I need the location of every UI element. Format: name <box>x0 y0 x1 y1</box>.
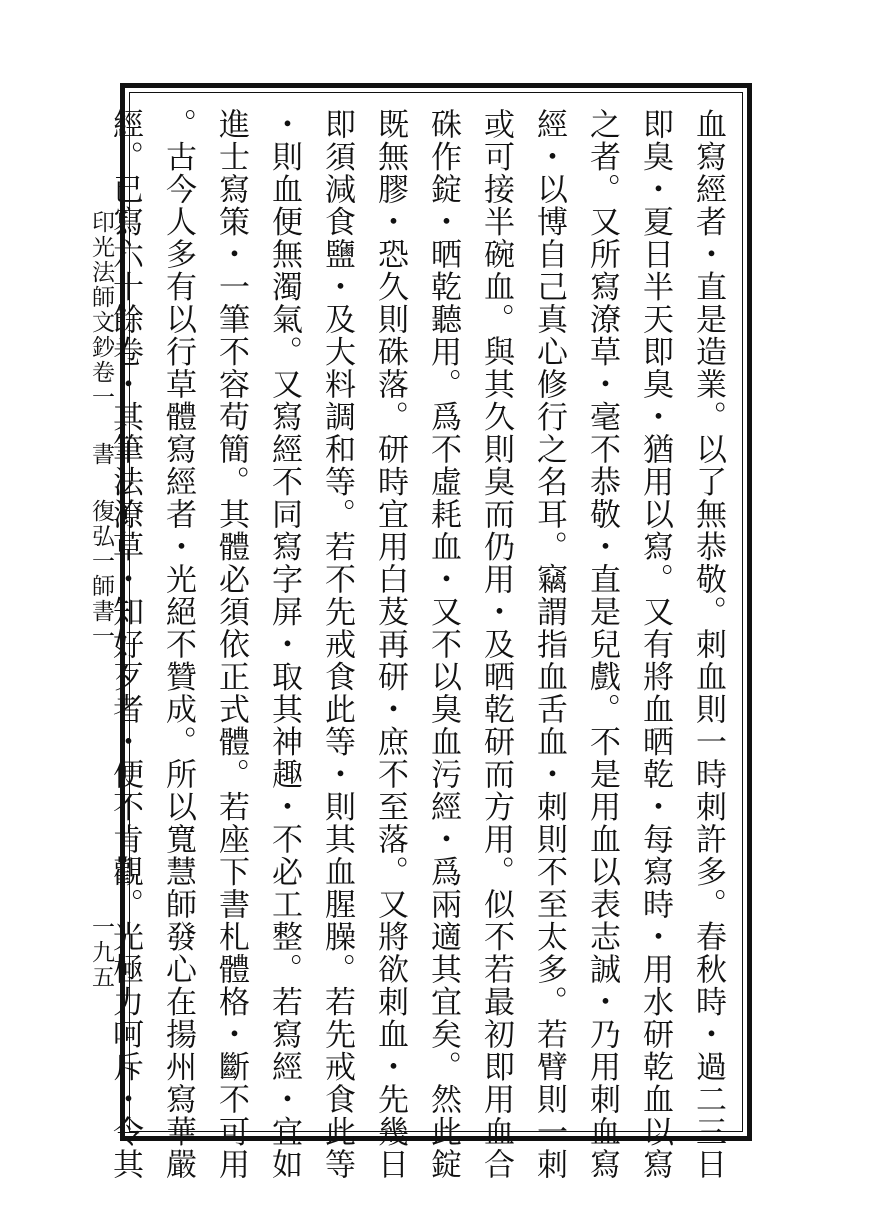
text-column: 之者。又所寫潦草・毫不恭敬・直是兒戲。不是用血以表志誠・乃用刺血寫 <box>584 108 620 1181</box>
page-number: 一九五 <box>88 915 114 990</box>
text-column: 經・以博自己真心修行之名耳。竊謂指血舌血・刺則不至太多。若臂則一刺 <box>531 108 567 1181</box>
text-column: 即須減食鹽・及大料調和等。若不先戒食此等・則其血腥臊。若先戒食此等 <box>319 108 355 1181</box>
body-text <box>107 108 734 1181</box>
book-title: 印光法師文鈔卷一 <box>88 210 114 410</box>
text-column: 血寫經者・直是造業。以了無恭敬。刺血則一時刺許多。春秋時・過二三日 <box>690 108 726 1181</box>
text-column: 進士寫策・一筆不容苟簡。其體必須依正式體。若座下書札體格・斷不可用 <box>213 108 249 1181</box>
text-column: 即臭・夏日半天即臭・猶用以寫。又有將血晒乾・每寫時・用水研乾血以寫 <box>637 108 673 1181</box>
text-column: 硃作錠・晒乾聽用。爲不虛耗血・又不以臭血污經・爲兩適其宜矣。然此錠 <box>425 108 461 1181</box>
text-column: ・則血便無濁氣。又寫經不同寫字屏・取其神趣・不必工整。若寫經・宜如 <box>266 108 302 1181</box>
text-column: 或可接半碗血。與其久則臭而仍用・及晒乾研而方用。似不若最初即用血合 <box>478 108 514 1181</box>
section-label: 書 <box>88 442 114 467</box>
text-column: 既無膠・恐久則硃落。研時宜用白芨再研・庶不至落。又將欲刺血・先幾日 <box>372 108 408 1181</box>
text-column: 經。已寫六十餘卷・其筆法潦草・知好歹者・便不肯觀。光極力呵斥・令其 <box>107 108 143 1181</box>
text-column: 。古今人多有以行草體寫經者・光絕不贊成。所以寬慧師發心在揚州寫華嚴 <box>160 108 196 1181</box>
letter-title: 復弘一師書一 <box>88 499 114 649</box>
